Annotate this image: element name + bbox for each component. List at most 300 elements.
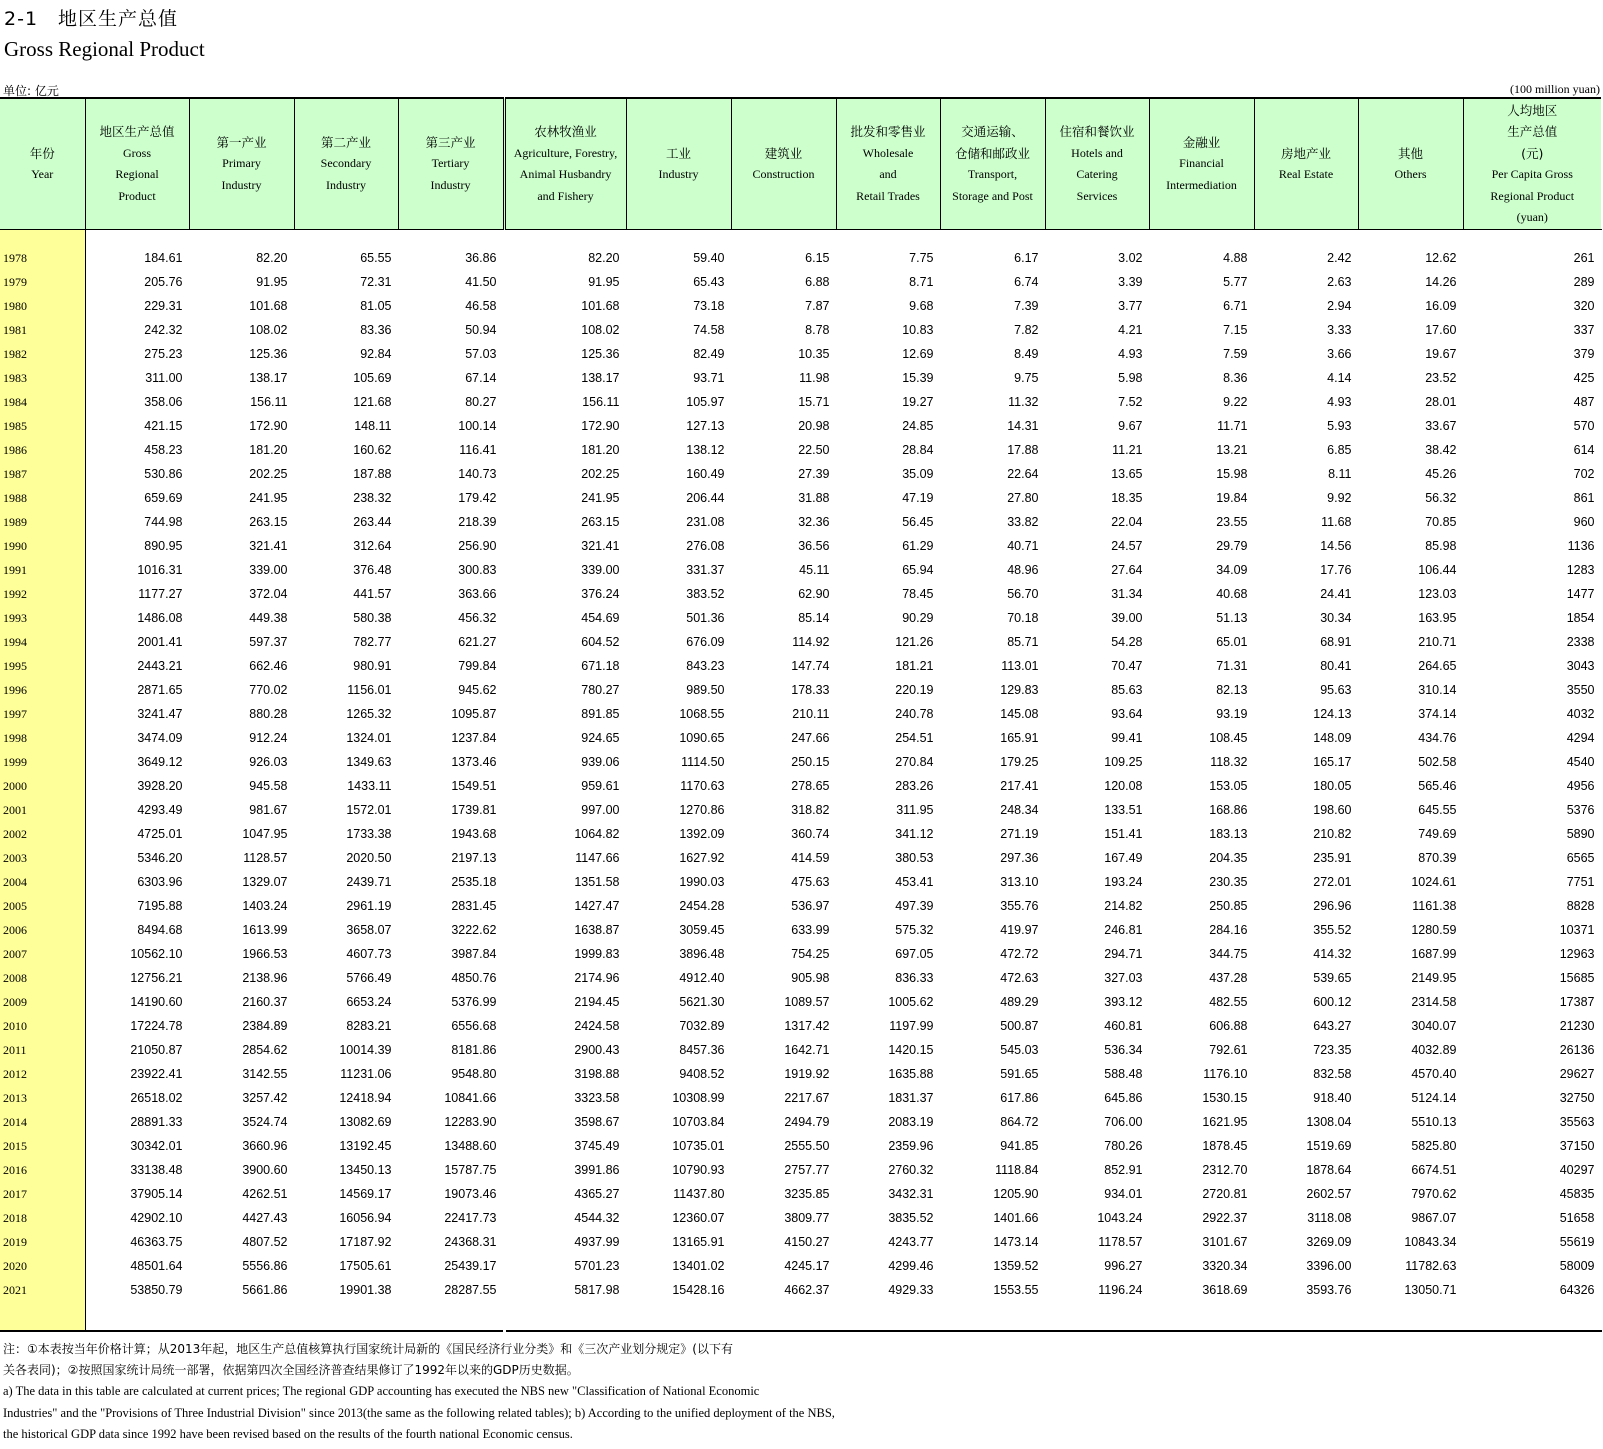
value-cell: 210.82 [1313,827,1352,841]
year-cell: 1985 [0,414,85,438]
value-cell: 58009 [1559,1259,1595,1273]
spacer-cell [189,1302,294,1331]
value-cell: 65.94 [902,563,934,577]
year-cell: 2005 [0,894,85,918]
value-cell: 614 [1573,443,1595,457]
value-cell: 140.73 [458,467,497,481]
value-cell: 263.15 [249,515,288,529]
value-cell: 22417.73 [444,1211,497,1225]
value-cell: 5825.80 [1411,1139,1457,1153]
spacer-cell [731,1302,836,1331]
value-cell: 4.14 [1327,371,1352,385]
value-cell: 17224.78 [130,1019,183,1033]
value-cell: 27.64 [1111,563,1143,577]
table-row [0,294,1601,318]
table-row [0,1038,1601,1062]
value-cell: 2494.79 [784,1115,830,1129]
table-row [0,894,1601,918]
value-cell: 2424.58 [574,1019,620,1033]
table-row [0,846,1601,870]
value-cell: 10703.84 [672,1115,725,1129]
value-cell: 5510.13 [1411,1115,1457,1129]
value-cell: 14.31 [1007,419,1039,433]
table-row [0,558,1601,582]
value-cell: 393.12 [1104,995,1143,1009]
value-cell: 28287.55 [444,1283,497,1297]
value-cell: 39.00 [1111,611,1143,625]
value-cell: 3118.08 [1307,1211,1352,1225]
year-cell: 1991 [0,558,85,582]
value-cell: 545.03 [1000,1043,1039,1057]
value-cell: 2338 [1566,635,1595,649]
column-header [836,98,940,230]
value-cell: 320 [1573,299,1595,313]
value-cell: 1178.57 [1098,1235,1143,1249]
value-cell: 19073.46 [444,1187,497,1201]
value-cell: 217.41 [1000,779,1039,793]
note-en-line-2: Industries" and the "Provisions of Three Industrial Division" since 2013(the same as the following related tables); b) According to the unified deployment of the NBS, [3,1405,835,1420]
value-cell: 37905.14 [130,1187,183,1201]
value-cell: 28891.33 [130,1115,183,1129]
value-cell: 3043 [1566,659,1595,673]
value-cell: 1177.27 [138,587,183,601]
spacer-cell [731,230,836,247]
column-header-cn: 批发和零售业 [850,124,926,139]
value-cell: 214.82 [1104,899,1143,913]
value-cell: 2197.13 [451,851,497,865]
value-cell: 230.35 [1209,875,1248,889]
value-cell: 74.58 [693,323,725,337]
value-cell: 597.37 [249,635,288,649]
value-cell: 241.95 [249,491,288,505]
value-cell: 1638.87 [574,923,620,937]
value-cell: 7195.88 [137,899,183,913]
value-cell: 40.71 [1007,539,1039,553]
value-cell: 82.49 [693,347,725,361]
value-cell: 210.11 [792,707,830,721]
value-cell: 565.46 [1418,779,1457,793]
value-cell: 68.91 [1320,635,1352,649]
value-cell: 30.34 [1320,611,1352,625]
table-row [0,462,1601,486]
value-cell: 64326 [1559,1283,1595,1297]
value-cell: 24.41 [1320,587,1352,601]
table-row [0,1062,1601,1086]
year-cell: 2006 [0,918,85,942]
value-cell: 33.67 [1425,419,1457,433]
value-cell: 6.15 [805,251,830,265]
value-cell: 13192.45 [339,1139,392,1153]
value-cell: 83.36 [360,323,392,337]
value-cell: 45.26 [1425,467,1457,481]
table-row [0,798,1601,822]
column-header-en: Real Estate [1278,167,1334,181]
value-cell: 1161.38 [1412,899,1457,913]
value-cell: 4032 [1566,707,1595,721]
value-cell: 1308.04 [1306,1115,1352,1129]
year-cell: 1998 [0,726,85,750]
column-header [940,98,1045,230]
value-cell: 105.69 [353,371,392,385]
value-cell: 2.63 [1327,275,1352,289]
value-cell: 312.64 [353,539,392,553]
value-cell: 376.48 [353,563,392,577]
value-cell: 163.95 [1418,611,1457,625]
spacer-cell [1358,1302,1463,1331]
year-cell: 2015 [0,1134,85,1158]
column-header-cn: 第三产业 [425,134,476,150]
value-cell: 749.69 [1418,827,1457,841]
value-cell: 113.01 [1001,659,1039,673]
value-cell: 19.27 [902,395,934,409]
value-cell: 41.50 [465,275,497,289]
value-cell: 339.00 [249,563,288,577]
value-cell: 3593.76 [1306,1283,1352,1297]
value-cell: 981.67 [249,803,288,817]
value-cell: 1005.62 [888,995,934,1009]
column-header-cn: 房地产业 [1280,145,1331,161]
column-header [731,98,836,230]
value-cell: 4.93 [1327,395,1352,409]
value-cell: 250.15 [791,755,830,769]
value-cell: 8828 [1566,899,1595,913]
value-cell: 85.14 [798,611,830,625]
value-cell: 1095.87 [451,707,497,721]
value-cell: 10308.99 [672,1091,725,1105]
value-cell: 181.21 [895,659,934,673]
value-cell: 65.01 [1216,635,1248,649]
value-cell: 16056.94 [339,1211,392,1225]
value-cell: 80.27 [465,395,497,409]
value-cell: 419.97 [1000,923,1039,937]
value-cell: 1270.86 [679,803,725,817]
value-cell: 65.43 [693,275,725,289]
table-row [0,486,1601,510]
value-cell: 172.90 [581,419,620,433]
value-cell: 6.17 [1014,251,1039,265]
value-cell: 645.86 [1104,1091,1143,1105]
value-cell: 2871.65 [137,683,183,697]
spacer-cell [0,1302,85,1331]
value-cell: 697.05 [895,947,934,961]
value-cell: 101.68 [581,299,620,313]
value-cell: 153.05 [1209,779,1248,793]
value-cell: 297.36 [1000,851,1039,865]
value-cell: 263.44 [353,515,392,529]
value-cell: 294.71 [1104,947,1143,961]
spacer-row [0,230,1601,247]
value-cell: 3649.12 [137,755,183,769]
year-cell: 1989 [0,510,85,534]
value-cell: 72.31 [360,275,392,289]
value-cell: 643.27 [1313,1019,1352,1033]
year-cell: 2021 [0,1278,85,1302]
value-cell: 870.39 [1418,851,1457,865]
column-header-cn: 其他 [1397,145,1423,161]
value-cell: 10562.10 [130,947,183,961]
value-cell: 1324.01 [346,731,392,745]
value-cell: 414.59 [791,851,830,865]
value-cell: 454.69 [581,611,620,625]
value-cell: 754.25 [791,947,830,961]
value-cell: 1473.14 [993,1235,1039,1249]
value-cell: 337 [1573,323,1595,337]
year-cell: 1997 [0,702,85,726]
value-cell: 9408.52 [679,1067,725,1081]
value-cell: 218.39 [458,515,497,529]
value-cell: 891.85 [581,707,620,721]
value-cell: 671.18 [581,659,620,673]
value-cell: 3900.60 [242,1163,288,1177]
spacer-cell [836,230,940,247]
value-cell: 23.55 [1216,515,1248,529]
value-cell: 3432.31 [888,1187,934,1201]
value-cell: 57.03 [465,347,497,361]
value-cell: 14.56 [1320,539,1352,553]
table-row [0,366,1601,390]
table-row [0,318,1601,342]
value-cell: 22.50 [798,443,830,457]
value-cell: 121.26 [895,635,934,649]
value-cell: 167.49 [1104,851,1143,865]
value-cell: 7.87 [805,299,830,313]
spacer-cell [85,230,189,247]
value-cell: 28.84 [902,443,934,457]
value-cell: 10841.66 [444,1091,497,1105]
note-cn-line-2: 关各表同)；②按照国家统计局统一部署，依据第四次全国经济普查结果修订了1992年以来的GDP历史数据。 [3,1363,579,1378]
value-cell: 5376.99 [451,995,497,1009]
table-row [0,966,1601,990]
value-cell: 939.06 [581,755,620,769]
value-cell: 2.94 [1327,299,1352,313]
value-cell: 4.21 [1118,323,1143,337]
value-cell: 36.86 [465,251,497,265]
value-cell: 18.35 [1111,491,1143,505]
value-cell: 460.81 [1104,1019,1143,1033]
value-cell: 151.41 [1104,827,1143,841]
value-cell: 33.82 [1007,515,1039,529]
value-cell: 35.09 [902,467,934,481]
value-cell: 6.71 [1223,299,1248,313]
value-cell: 10.83 [902,323,934,337]
value-cell: 475.63 [791,875,830,889]
value-cell: 14.26 [1425,275,1457,289]
value-cell: 165.17 [1313,755,1352,769]
value-cell: 165.91 [1000,731,1039,745]
value-cell: 591.65 [1000,1067,1039,1081]
value-cell: 127.13 [686,419,725,433]
year-cell: 2010 [0,1014,85,1038]
value-cell: 30342.01 [130,1139,183,1153]
value-cell: 905.98 [791,971,830,985]
value-cell: 27.80 [1007,491,1039,505]
value-cell: 15428.16 [672,1283,725,1297]
year-cell: 2012 [0,1062,85,1086]
value-cell: 283.26 [895,779,934,793]
year-cell: 1981 [0,318,85,342]
value-cell: 1919.92 [784,1067,830,1081]
value-cell: 331.37 [686,563,725,577]
value-cell: 101.68 [249,299,288,313]
value-cell: 1477 [1566,587,1595,601]
value-cell: 193.24 [1104,875,1143,889]
value-cell: 7.59 [1223,347,1248,361]
value-cell: 380.53 [895,851,934,865]
year-cell: 1982 [0,342,85,366]
value-cell: 32750 [1559,1091,1595,1105]
table-row [0,942,1601,966]
value-cell: 10.35 [798,347,830,361]
value-cell: 7.39 [1014,299,1039,313]
value-cell: 3059.45 [679,923,725,937]
value-cell: 179.42 [458,491,497,505]
year-cell: 1990 [0,534,85,558]
value-cell: 770.02 [249,683,288,697]
value-cell: 3618.69 [1202,1283,1248,1297]
column-header [398,98,504,230]
spacer-cell [85,1302,189,1331]
value-cell: 278.65 [791,779,830,793]
value-cell: 383.52 [686,587,725,601]
column-header-en: Others [1394,167,1427,181]
value-cell: 1733.38 [346,827,392,841]
spacer-cell [1149,1302,1254,1331]
value-cell: 5661.86 [242,1283,288,1297]
value-cell: 1090.65 [679,731,725,745]
value-cell: 12283.90 [444,1115,497,1129]
value-cell: 8.11 [1328,467,1352,481]
table-row [0,534,1601,558]
value-cell: 21050.87 [130,1043,183,1057]
column-header [85,98,189,230]
value-cell: 231.08 [686,515,725,529]
value-cell: 1114.50 [681,755,725,769]
column-header-cn: 第一产业 [216,134,267,150]
spacer-cell [0,230,85,247]
value-cell: 339.00 [581,563,620,577]
value-cell: 4540 [1566,755,1595,769]
value-cell: 604.52 [581,635,620,649]
value-cell: 29627 [1559,1067,1595,1081]
value-cell: 13450.13 [339,1163,392,1177]
value-cell: 360.74 [791,827,830,841]
column-header [1358,98,1463,230]
value-cell: 1401.66 [993,1211,1039,1225]
value-cell: 21230 [1559,1019,1595,1033]
value-cell: 37150 [1559,1139,1595,1153]
value-cell: 124.13 [1313,707,1352,721]
value-cell: 500.87 [1000,1019,1039,1033]
spacer-cell [398,230,504,247]
value-cell: 1283 [1566,563,1595,577]
value-cell: 945.62 [458,683,497,697]
year-cell: 1984 [0,390,85,414]
value-cell: 23922.41 [130,1067,183,1081]
table-row [0,390,1601,414]
column-header [294,98,398,230]
value-cell: 2760.32 [888,1163,934,1177]
table-row [0,246,1601,270]
value-cell: 8.78 [805,323,830,337]
value-cell: 12756.21 [130,971,183,985]
value-cell: 78.45 [902,587,934,601]
value-cell: 6653.24 [346,995,392,1009]
value-cell: 12.62 [1425,251,1457,265]
value-cell: 6.85 [1327,443,1352,457]
value-cell: 256.90 [458,539,497,553]
value-cell: 108.45 [1209,731,1248,745]
value-cell: 160.49 [686,467,725,481]
table-row [0,510,1601,534]
value-cell: 852.91 [1104,1163,1143,1177]
column-header-cn: 建筑业 [764,145,803,161]
value-cell: 1635.88 [888,1067,934,1081]
value-cell: 93.19 [1216,707,1248,721]
value-cell: 55619 [1559,1235,1595,1249]
value-cell: 6565 [1566,851,1595,865]
value-cell: 9.75 [1014,371,1039,385]
value-cell: 5376 [1566,803,1595,817]
value-cell: 11.68 [1321,515,1352,529]
value-cell: 47.19 [902,491,934,505]
value-cell: 3835.52 [888,1211,934,1225]
year-cell: 2017 [0,1182,85,1206]
spacer-row [0,1302,1601,1331]
table-row [0,1086,1601,1110]
value-cell: 1329.07 [242,875,288,889]
value-cell: 42902.10 [130,1211,183,1225]
value-cell: 35563 [1559,1115,1595,1129]
table-row [0,654,1601,678]
value-cell: 1156.01 [347,683,392,697]
value-cell: 4570.40 [1411,1067,1457,1081]
value-cell: 2359.96 [888,1139,934,1153]
value-cell: 125.36 [249,347,288,361]
column-header-en: Wholesale and Retail Trades [856,145,920,203]
value-cell: 6674.51 [1411,1163,1457,1177]
value-cell: 2922.37 [1202,1211,1248,1225]
table-row [0,1206,1601,1230]
value-cell: 1403.24 [242,899,288,913]
year-cell: 2009 [0,990,85,1014]
value-cell: 272.01 [1313,875,1352,889]
value-cell: 441.57 [353,587,392,601]
value-cell: 3991.86 [574,1163,620,1177]
value-cell: 1687.99 [1411,947,1457,961]
value-cell: 2854.62 [242,1043,288,1057]
value-cell: 1854 [1566,611,1595,625]
value-cell: 924.65 [581,731,620,745]
value-cell: 108.02 [581,323,620,337]
value-cell: 14569.17 [339,1187,392,1201]
year-cell: 1988 [0,486,85,510]
column-header-cn: 农林牧渔业 [534,124,597,139]
value-cell: 1642.71 [784,1043,830,1057]
value-cell: 19.67 [1425,347,1457,361]
value-cell: 4299.46 [888,1259,934,1273]
value-cell: 1349.63 [346,755,392,769]
value-cell: 145.08 [1000,707,1039,721]
value-cell: 7.15 [1223,323,1248,337]
value-cell: 15685 [1559,971,1595,985]
value-cell: 792.61 [1209,1043,1248,1057]
table-title-en: Gross Regional Product [4,37,205,61]
value-cell: 8.71 [909,275,934,289]
value-cell: 1627.92 [679,851,725,865]
value-cell: 1237.84 [451,731,497,745]
value-cell: 276.08 [686,539,725,553]
value-cell: 40297 [1559,1163,1595,1177]
